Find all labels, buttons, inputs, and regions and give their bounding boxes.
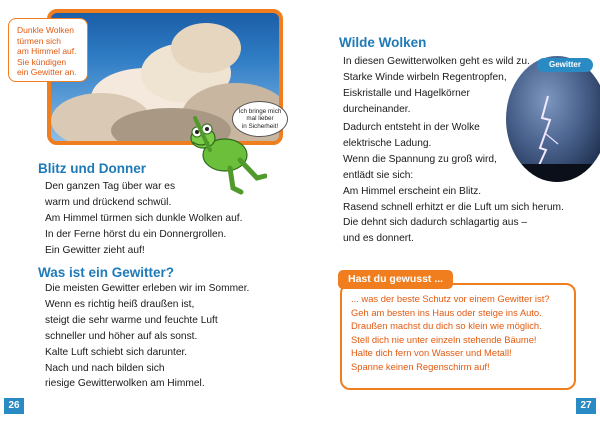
- callout-line: ein Gewitter an.: [17, 67, 77, 77]
- text-line: riesige Gewitterwolken am Himmel.: [45, 378, 205, 390]
- page-number-right: 27: [576, 398, 596, 414]
- bubble-line: in Sicherheit!: [241, 122, 279, 130]
- text-line: Am Himmel türmen sich dunkle Wolken auf.: [45, 212, 243, 224]
- text-line: Nach und nach bilden sich: [45, 362, 165, 374]
- text-line: entlädt sie sich:: [343, 169, 414, 181]
- text-line: Dadurch entsteht in der Wolke: [343, 122, 480, 133]
- fact-line: Stell dich nie unter einzeln stehende Bäume!: [351, 333, 537, 345]
- text-line: Starke Winde wirbeln Regentropfen,: [343, 71, 507, 83]
- wilde-wolken-paragraph-2: [343, 120, 564, 247]
- section-text-blitz: [45, 179, 242, 259]
- fact-line: ... was der beste Schutz vor einem Gewitter ist?: [351, 293, 550, 304]
- fact-line: Spanne keinen Regenschirm auf!: [351, 360, 490, 372]
- photo-label-badge: Gewitter: [537, 58, 593, 72]
- fact-box-text: [351, 292, 550, 374]
- text-line: Wenn es richtig heiß draußen ist,: [45, 298, 195, 310]
- section-heading-blitz: Blitz und Donner: [38, 161, 146, 176]
- text-line: Eiskristalle und Hagelkörner: [343, 87, 470, 99]
- text-line: warm und drückend schwül.: [45, 196, 172, 208]
- fact-line: Halte dich fern von Wasser und Metall!: [351, 347, 512, 359]
- text-line: Am Himmel erscheint ein Blitz.: [343, 185, 482, 197]
- text-line: In diesen Gewitterwolken geht es wild zu.: [343, 56, 530, 67]
- section-heading-gewitter: Was ist ein Gewitter?: [38, 265, 175, 280]
- fact-line: Geh am besten ins Haus oder steige ins Auto.: [351, 306, 542, 318]
- callout-line: Sie kündigen: [17, 56, 67, 67]
- bubble-line: mal lieber: [246, 115, 274, 123]
- bubble-line: Ich bringe mich: [238, 108, 282, 115]
- callout-line: am Himmel auf.: [17, 46, 77, 56]
- callout-line: türmen sich: [17, 35, 61, 46]
- callout-line: Dunkle Wolken: [17, 25, 75, 35]
- text-line: elektrische Ladung.: [343, 137, 432, 149]
- text-line: Wenn die Spannung zu groß wird,: [343, 153, 497, 165]
- section-heading-wilde-wolken: Wilde Wolken: [339, 35, 427, 50]
- text-line: durcheinander.: [343, 103, 411, 115]
- text-line: In der Ferne hörst du ein Donnergrollen.: [45, 228, 227, 240]
- photo-callout: [8, 18, 88, 82]
- fact-line: Draußen machst du dich so klein wie möglich.: [351, 320, 542, 332]
- section-text-gewitter: [45, 281, 249, 392]
- text-line: Die meisten Gewitter erleben wir im Sommer.: [45, 283, 250, 294]
- text-line: Ein Gewitter zieht auf!: [45, 244, 145, 256]
- text-line: Die dehnt sich dadurch schlagartig aus –: [343, 217, 528, 229]
- text-line: steigt die sehr warme und feuchte Luft: [45, 314, 218, 326]
- text-line: Rasend schnell erhitzt er die Luft um sich herum.: [343, 201, 564, 213]
- text-line: und es donnert.: [343, 233, 414, 245]
- frog-speech-bubble: [232, 101, 288, 137]
- fact-box-title: Hast du gewusst ...: [338, 270, 453, 289]
- wilde-wolken-paragraph-1: [343, 54, 530, 118]
- text-line: Den ganzen Tag über war es: [45, 181, 176, 192]
- text-line: Kalte Luft schiebt sich darunter.: [45, 346, 188, 358]
- text-line: schneller und höher auf als sonst.: [45, 330, 198, 342]
- page-number-left: 26: [4, 398, 24, 414]
